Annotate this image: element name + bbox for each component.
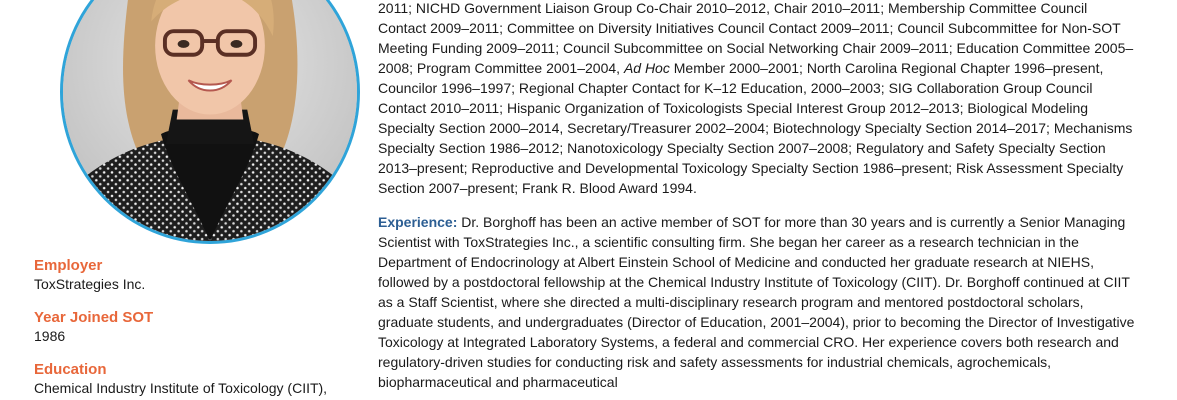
employer-value: ToxStrategies Inc.	[34, 276, 146, 292]
education-field	[34, 361, 327, 398]
year-joined-value: 1986	[34, 328, 66, 344]
experience-paragraph	[378, 212, 1138, 392]
education-value: Chemical Industry Institute of Toxicology (CIIT),	[34, 380, 328, 396]
profile-sidebar	[34, 0, 354, 400]
year-joined-field	[34, 309, 153, 346]
sot-service-paragraph	[378, 0, 1138, 198]
experience-label: Experience:	[378, 214, 458, 230]
education-label: Education	[34, 361, 107, 378]
experience-text: Dr. Borghoff has been an active member of SOT for more than 30 years and is currently a Senior Managing Scientist with ToxStrategies Inc., a scientific consulting firm. She began her career as a research technician in the Department of Endocrinology at Albert Einstein School of Medicine and conducted her graduate research at NIEHS, followed by a postdoctoral fellowship at the Chemical Industry Institute of Toxicology (CIIT). Dr. Borghoff continued at CIIT as a Staff Scientist, where she directed a multi-disciplinary research program and mentored postdoctoral scholars, graduate students, and undergraduates (Director of Education, 2001–2004), prior to becoming the Director of Investigative Toxicology at Integrated Laboratory Systems, a federal and commercial CRO. Her experience covers both research and regulatory-driven studies for conducting risk and safety assessments for industrial chemicals, agrochemicals, biopharmaceutical and pharmaceutical	[378, 214, 1135, 390]
year-joined-label: Year Joined SOT	[34, 309, 154, 326]
bio-text-column	[378, 0, 1138, 392]
portrait-photo	[60, 0, 360, 244]
portrait-illustration	[63, 0, 357, 241]
sot-service-italic: Ad Hoc	[623, 60, 670, 76]
employer-label: Employer	[34, 257, 103, 274]
employer-field	[34, 257, 145, 294]
sot-service-text-part1: 2011; NICHD Government Liaison Group Co-Chair 2010–2012, Chair 2010–2011; Membership Committee Council Contact 2009–2011; Committee on Diversity Initiatives Council Contact 2009–2011; Council Subcommittee for Non-SOT Meeting Funding 2009–2011; Council Subcommittee on Social Networking Chair 2009–2011; Education Committee 2005–2008; Program Committee 2001–2004,	[378, 0, 1134, 76]
sot-service-text-part2: Member 2000–2001; North Carolina Regional Chapter 1996–present, Councilor 1996–1997; Regional Chapter Contact for K–12 Education, 2000–2003; SIG Collaboration Group Council Contact 2010–2011; Hispanic Organization of Toxicologists Special Interest Group 2012–2013; Biological Modeling Specialty Section 2000–2014, Secretary/Treasurer 2002–2004; Biotechnology Specialty Section 2014–2017; Mechanisms Specialty Section 1986–2012; Nanotoxicology Specialty Section 2007–2008; Regulatory and Safety Specialty Section 2013–present; Reproductive and Developmental Toxicology Specialty Section 1986–present; Risk Assessment Specialty Section 2007–present; Frank R. Blood Award 1994.	[378, 60, 1133, 196]
